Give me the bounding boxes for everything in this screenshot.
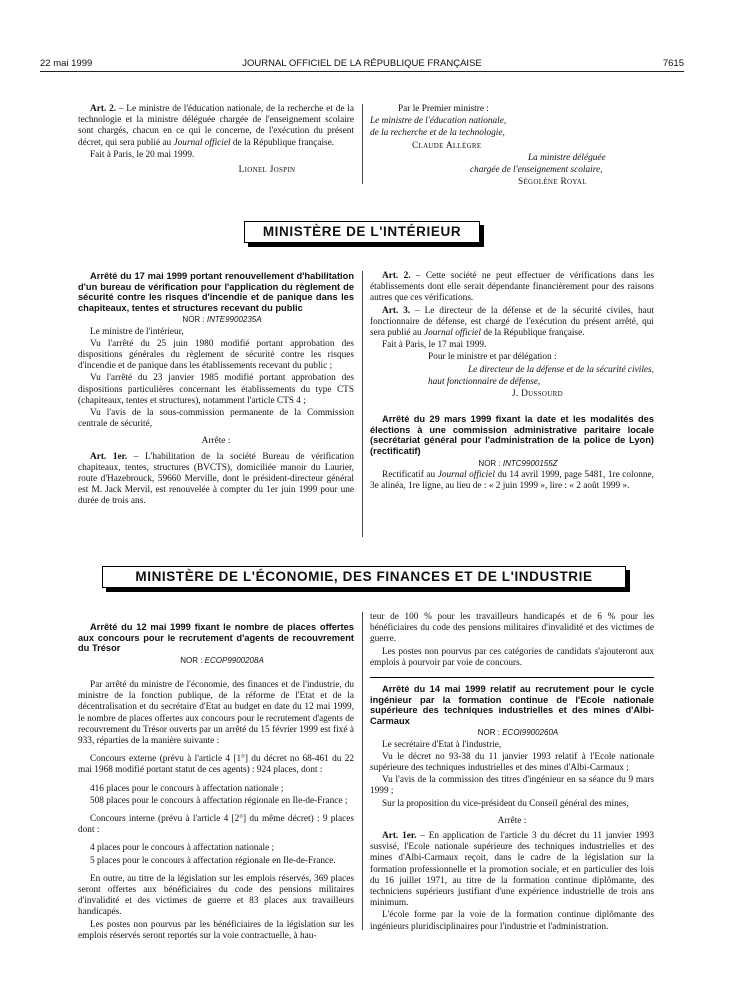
header-page-number: 7615	[662, 58, 684, 69]
paragraph: 508 places pour le concours à affectation régionale en Ile-de-France ;	[90, 795, 348, 806]
top-art2-label: Art. 2.	[90, 104, 117, 114]
art1-text: – En application de l'article 3 du décret du 11 janvier 1993 susvisé, l'Ecole nationale supérieure des techniques industrielles et des mines d'Albi-Carmaux reçoit, dans le cadre de la législation sur la formation professionnelle et la promotion sociale, et en particulier des lois du 16 juillet 1971, au titre de la formation continue diplômante, des techniciens supérieurs justifiant d'une expérience industrielle de trois ans minimum.	[370, 831, 654, 909]
paragraph: Vu l'avis de la sous-commission permanente de la Commission centrale de sécurité,	[78, 408, 354, 430]
top-art2-end: de la République française.	[230, 137, 335, 148]
paragraph: Vu l'arrêté du 25 juin 1980 modifié portant approbation des dispositions générales du règlement de sécurité contre les risques d'incendie et de panique dans les établissements recevant du public ;	[78, 338, 354, 372]
paragraph-continued: teur de 100 % pour les travailleurs handicapés et de 6 % pour les bénéficiaires du code des pensions militaires d'invalidité et des victimes de guerre.	[370, 612, 654, 645]
art2-text: – Cette société ne peut effectuer de vérifications dans les établissements dont elle serait dépendante financièrement pour des raisons autres que ces vérifications.	[370, 271, 654, 304]
paragraph: En outre, au titre de la législation sur les emplois réservés, 369 places seront offertes aux bénéficiaires du code des pensions militaires d'invalidité et des victimes de guerre et 83 places aux travailleurs handicapés.	[78, 873, 354, 918]
page-header	[40, 58, 684, 70]
arrete-12-mai-title: Arrêté du 12 mai 1999 fixant le nombre de places offertes aux concours pour le recrutement d'agents de recouvrement du Trésor	[78, 622, 354, 654]
fait-paris: Fait à Paris, le 17 mai 1999.	[382, 340, 487, 351]
art1-text: – L'habilitation de la société Bureau de vérification chapiteaux, tentes, structures (BVCTS), domiciliée manoir du Laurier, route d'Hazebrouck, 59660 Merville, dont le président-directeur général est M. Jack Mervil, est renouvelée à compter du 1er juin 1999 pour une durée de trois ans.	[78, 451, 354, 507]
art3-end: de la République française.	[481, 328, 585, 339]
rectificatif-1: Rectificatif au	[382, 469, 438, 480]
arrete-label: Arrête :	[201, 436, 231, 447]
nor-label: NOR :	[477, 728, 503, 738]
paragraph: Concours externe (prévu à l'article 4 [1°] du décret no 68-461 du 22 mai 1968 modifié portant statut de ces agents) : 924 places, dont :	[78, 754, 354, 776]
paragraph: Les postes non pourvus par ces catégories de candidats s'ajouteront aux emplois à pourvoir par voie de concours.	[370, 646, 654, 668]
arrete-label: Arrête :	[497, 815, 527, 826]
art3-label: Art. 3.	[382, 305, 411, 316]
nor-label: NOR :	[182, 315, 207, 325]
top-art2-jo: Journal officiel	[173, 137, 231, 148]
economie-right-column	[370, 612, 654, 934]
top-art2-text: – Le ministre de l'éducation nationale, de la recherche et de la technologie et la ministre déléguée chargée de l'enseignement scolaire sont chargés, chacun en ce qui le concerne, de l'exécution du présent décret, qui sera publié au	[78, 104, 354, 148]
top-column-rule	[362, 104, 363, 184]
directeur-name: J. Dussourd	[512, 389, 563, 400]
paragraph: L'école forme par la voie de la formation continue diplômante des ingénieurs pluridisciplinaires pour l'industrie et l'administration.	[370, 910, 654, 932]
rectificatif-jo: Journal officiel	[437, 469, 495, 480]
economie-column-rule	[362, 612, 363, 930]
top-deleguee-title-2: chargée de l'enseignement scolaire,	[470, 165, 603, 176]
paragraph: Vu l'avis de la commission des titres d'ingénieur en sa séance du 9 mars 1999 ;	[370, 775, 654, 797]
paragraph: Vu l'arrêté du 23 janvier 1985 modifié portant approbation des dispositions particulières concernant les établissements du type CTS (chapiteaux, tentes et structures), notamment l'article CTS 4 ;	[78, 373, 354, 406]
ministere-economie-heading: MINISTÈRE DE L'ÉCONOMIE, DES FINANCES ET DE L'INDUSTRIE	[102, 566, 626, 588]
directeur-title-1: Le directeur de la défense et de la sécurité civiles,	[467, 364, 654, 375]
paragraph: 4 places pour le concours à affectation nationale ;	[90, 843, 275, 854]
top-fait: Fait à Paris, le 20 mai 1999.	[90, 149, 195, 160]
top-par-pm: Par le Premier ministre :	[398, 104, 489, 114]
nor-label: NOR :	[180, 655, 205, 665]
nor-code: ECOI9900260A	[502, 728, 559, 738]
top-ministre-title-1: Le ministre de l'éducation nationale,	[370, 116, 507, 127]
paragraph: 416 places pour le concours à affectation nationale ;	[90, 783, 284, 794]
art3-jo: Journal officiel	[423, 328, 482, 339]
top-deleguee-title-1: La ministre déléguée	[528, 152, 606, 163]
top-deleguee-name: Ségolène Royal	[518, 177, 587, 188]
art2-label: Art. 2.	[382, 271, 411, 281]
top-right-column	[370, 104, 654, 189]
top-ministre-title-2: de la recherche et de la technologie,	[370, 128, 505, 139]
art1-label: Art. 1er.	[382, 831, 417, 842]
article-divider	[370, 677, 654, 678]
nor-code: INTC9900155Z	[502, 458, 558, 468]
interieur-left-column	[78, 271, 354, 509]
arrete-29-mars-title: Arrêté du 29 mars 1999 fixant la date et les modalités des élections à une commission administrative paritaire locale (secrétariat général pour l'administration de la police de Lyon) (rectificatif)	[370, 414, 654, 457]
pour-le-ministre: Pour le ministre et par délégation :	[428, 352, 557, 363]
top-signature-pm: Lionel Jospin	[238, 165, 296, 176]
art3-text: – Le directeur de la défense et de la sécurité civiles, haut fonctionnaire de défense, est chargé de l'exécution du présent arrêté, qui sera publié au	[370, 305, 655, 339]
paragraph: Par arrêté du ministre de l'économie, des finances et de l'industrie, du ministre de la fonction publique, de la réforme de l'Etat et de la décentralisation et du secrétaire d'Etat au budget en date du 12 mai 1999, le nombre de places offertes aux concours pour le recrutement d'agents de recouvrement du Trésor ouverts par un arrêté du 15 février 1999 est fixé à 933, réparties de la manière suivante :	[78, 679, 354, 746]
interieur-column-rule	[362, 271, 363, 537]
art1-label: Art. 1er.	[90, 451, 128, 462]
arrete-14-mai-title: Arrêté du 14 mai 1999 relatif au recrutement pour le cycle ingénieur par la formation continue de l'Ecole nationale supérieure des techniques industrielles et des mines d'Albi-Carmaux	[370, 684, 654, 726]
top-ministre-name: Claude Allègre	[412, 140, 482, 151]
arrete-17-mai-title: Arrêté du 17 mai 1999 portant renouvellement d'habilitation d'un bureau de vérification pour l'application du règlement de sécurité contre les risques d'incendie et de panique dans les chapiteaux, tentes et structures recevant du public	[78, 271, 354, 313]
interieur-right-column	[370, 271, 654, 493]
paragraph: Vu le décret no 93-38 du 11 janvier 1993 relatif à l'Ecole nationale supérieure des techniques industrielles et des mines d'Albi-Carmaux ;	[370, 751, 654, 773]
nor-code: INTE9900235A	[206, 315, 262, 325]
paragraph: Les postes non pourvus par les bénéficiaires de la législation sur les emplois réservés seront reportés sur la voie contractuelle, à hau-	[78, 919, 354, 941]
header-rule	[40, 71, 684, 72]
header-journal-title: JOURNAL OFFICIEL DE LA RÉPUBLIQUE FRANÇAISE	[242, 58, 482, 69]
paragraph: Sur la proposition du vice-président du Conseil général des mines,	[382, 798, 629, 809]
rectificatif-2: du 14 avril 1999, page 5481, 1re colonne, 3e alinéa, 1re ligne, au lieu de : « 2 juin 1999 », lire : « 2 août 1999 ».	[370, 469, 655, 492]
nor-code: ECOP9900208A	[204, 655, 264, 665]
paragraph: 5 places pour le concours à affectation régionale en Ile-de-France.	[90, 855, 336, 866]
top-left-column	[78, 104, 354, 177]
paragraph: Concours interne (prévu à l'article 4 [2°] du même décret) : 9 places dont :	[78, 814, 354, 836]
paragraph: Le ministre de l'intérieur,	[90, 326, 184, 337]
header-date: 22 mai 1999	[40, 58, 93, 69]
economie-left-column	[78, 622, 354, 943]
paragraph: Le secrétaire d'Etat à l'industrie,	[382, 739, 502, 750]
ministere-interieur-heading: MINISTÈRE DE L'INTÉRIEUR	[244, 221, 480, 243]
directeur-title-2: haut fonctionnaire de défense,	[428, 376, 541, 387]
nor-label: NOR :	[478, 458, 503, 468]
